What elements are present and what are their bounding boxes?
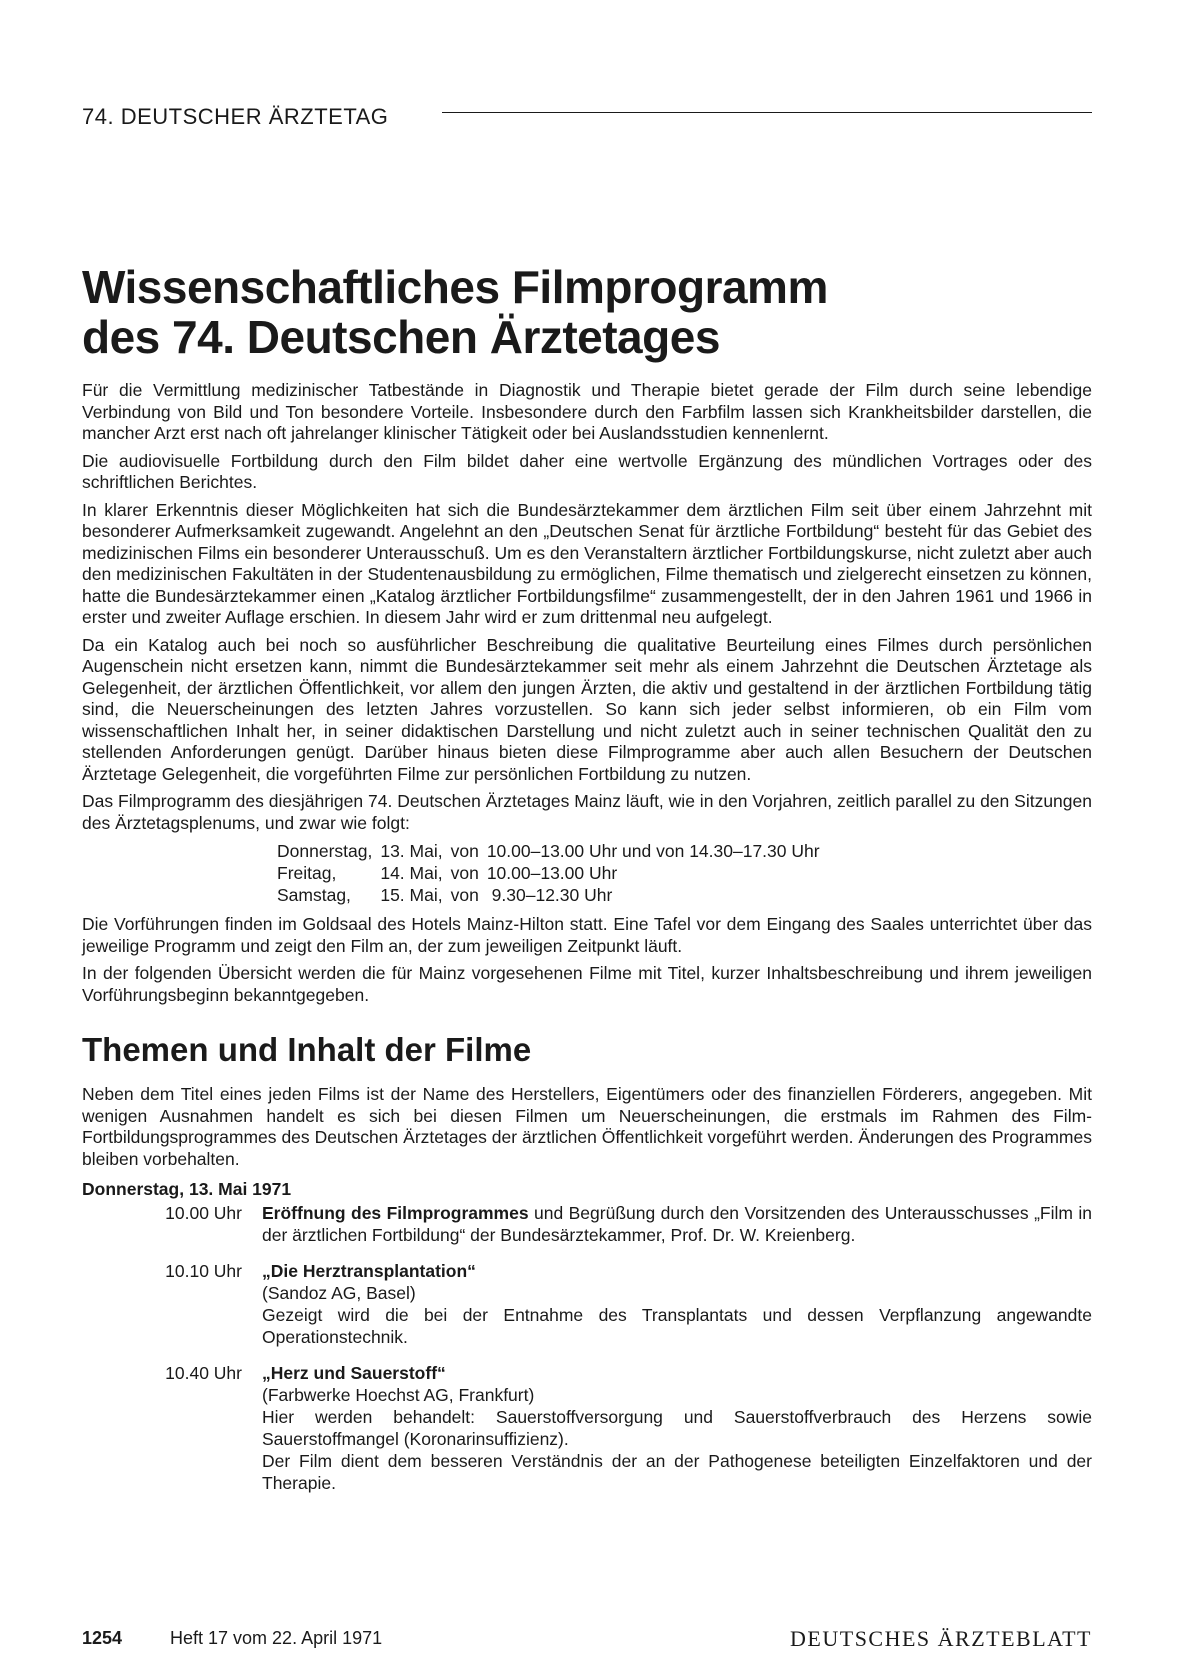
entry-title: „Die Herztransplantation“ [262,1261,476,1281]
schedule-from: von [450,863,479,883]
entry-description-2: Der Film dient dem besseren Verständnis der an der Pathogenese beteiligten Einzelfaktoren und der Therapie. [262,1451,1092,1493]
intro-paragraph-5: Das Filmprogramm des diesjährigen 74. Deutschen Ärztetages Mainz läuft, wie in den Vorjahren, zeitlich parallel zu den Sitzungen des Ärztetagsplenums, und zwar wie folgt: [82,791,1092,833]
header-rule [442,112,1092,113]
title-line-1: Wissenschaftliches Filmprogramm [82,261,828,313]
schedule-date: 14. Mai, [380,863,443,883]
entry-producer: (Farbwerke Hoechst AG, Frankfurt) [262,1385,535,1405]
intro-paragraph-1: Für die Vermittlung medizinischer Tatbestände in Diagnostik und Therapie bietet gerade der Film durch seine lebendige Verbindung von Bild und Ton besondere Vorteile. Insbesondere durch den Farbfilm lassen sich Krankheitsbilder darstellen, die mancher Arzt erst nach oft jahrelanger klinischer Tätigkeit oder bei Auslandsstudien kennenlernt. [82,380,1092,443]
issue-info: Heft 17 vom 22. April 1971 [170,1628,383,1648]
article-body [82,380,1092,1508]
entry-text [262,1202,1092,1246]
entry-producer: (Sandoz AG, Basel) [262,1283,416,1303]
section-heading: Themen und Inhalt der Filme [82,1031,532,1068]
intro-paragraph-3: In klarer Erkenntnis dieser Möglichkeiten hat sich die Bundesärztekammer dem ärztlichen Film seit über einem Jahrzehnt mit besonderer Aufmerksamkeit zugewandt. Angelehnt an den „Deutschen Senat für ärztliche Fortbildung“ besteht für das Gebiet des medizinischen Films ein besonderer Unterausschuß. Um es den Veranstaltern ärztlicher Fortbildungskurse, nicht zuletzt aber auch den medizinischen Fakultäten in der Studentenausbildung zu ermöglichen, Filme thematisch und zielgerecht einsetzen zu können, hatte die Bundesärztekammer einen „Katalog ärztlicher Fortbildungsfilme“ zusammengestellt, der in den Jahren 1961 und 1966 in erster und zweiter Auflage erschien. In diesem Jahr wird er zum drittenmal neu aufgelegt. [82,499,1092,627]
entry-body [262,1362,1092,1494]
entry-time: 10.40 Uhr [165,1363,242,1383]
schedule-date: 13. Mai, [380,841,443,861]
article-title [82,262,828,362]
entry-body [262,1260,1092,1348]
schedule-times: 9.30–12.30 Uhr [486,885,613,905]
screening-schedule [277,840,828,906]
program-entry [82,1202,1092,1246]
schedule-row [277,840,828,862]
schedule-day: Samstag, [277,885,351,905]
page-footer [82,1628,1092,1654]
intro-paragraph-7: In der folgenden Übersicht werden die für Mainz vorgesehenen Filme mit Titel, kurzer Inhaltsbeschreibung und ihrem jeweiligen Vorführungsbeginn bekanntgegeben. [82,963,1092,1005]
section-paragraph: Neben dem Titel eines jeden Films ist der Name des Herstellers, Eigentümers oder des finanziellen Förderers, angegeben. Mit wenigen Ausnahmen handelt es sich bei diesen Filmen um Neuerscheinungen, die erstmals im Rahmen des Film-Fortbildungsprogrammes des Deutschen Ärztetages der ärztlichen Öffentlichkeit vorgeführt werden. Änderungen des Programmes bleiben vorbehalten. [82,1084,1092,1169]
entry-time: 10.00 Uhr [165,1203,242,1223]
schedule-row [277,884,828,906]
entry-description: und Begrüßung durch den Vorsitzenden des Unterausschusses „Film in der ärztlichen Fortbildung“ der Bundesärztekammer, Prof. Dr. W. Kreienberg. [262,1203,1092,1245]
program-entry [82,1260,1092,1348]
schedule-times: 10.00–13.00 Uhr und von 14.30–17.30 Uhr [486,841,820,861]
schedule-row [277,862,828,884]
schedule-date: 15. Mai, [380,885,443,905]
entry-time: 10.10 Uhr [165,1261,242,1281]
entry-title: „Herz und Sauerstoff“ [262,1363,446,1383]
entry-title: Eröffnung des Filmprogrammes [262,1203,529,1223]
schedule-from: von [450,885,479,905]
entry-body [262,1202,1092,1246]
running-head [82,104,1092,134]
day-title: Donnerstag, 13. Mai 1971 [82,1179,292,1199]
journal-name: DEUTSCHES ÄRZTEBLATT [790,1626,1092,1651]
intro-paragraph-6: Die Vorführungen finden im Goldsaal des Hotels Mainz-Hilton statt. Eine Tafel vor dem Eingang des Saales unterrichtet über das jeweilige Programm und zeigt den Film an, der zum jeweiligen Zeitpunkt läuft. [82,914,1092,956]
intro-paragraph-2: Die audiovisuelle Fortbildung durch den Film bildet daher eine wertvolle Ergänzung des mündlichen Vortrages oder des schriftlichen Berichtes. [82,450,1092,492]
page-number: 1254 [82,1628,123,1648]
document-page [82,0,1092,1680]
intro-paragraph-4: Da ein Katalog auch bei noch so ausführlicher Beschreibung die qualitative Beurteilung eines Filmes durch persönlichen Augenschein nicht ersetzen kann, nimmt die Bundesärztekammer seit mehr als einem Jahrzehnt die Deutschen Ärztetage als Gelegenheit, der ärztlichen Öffentlichkeit, vor allem den jungen Ärzten, die aktiv und gestaltend in der ärztlichen Fortbildung tätig sind, die Neuerscheinungen des letzten Jahres vorzustellen. So kann sich jeder selbst informieren, ob ein Film vom wissenschaftlichen Inhalt her, in seiner didaktischen Darstellung und nicht zuletzt auch in seiner technischen Qualität den zu stellenden Anforderungen genügt. Darüber hinaus bieten diese Filmprogramme aber auch allen Besuchern der Deutschen Ärztetage Gelegenheit, die vorgeführten Filme zur persönlichen Fortbildung zu nutzen. [82,634,1092,784]
schedule-from: von [450,841,479,861]
schedule-day: Donnerstag, [277,841,373,861]
title-line-2: des 74. Deutschen Ärztetages [82,311,720,363]
schedule-day: Freitag, [277,863,337,883]
program-entry [82,1362,1092,1494]
schedule-times: 10.00–13.00 Uhr [486,863,618,883]
entry-description: Hier werden behandelt: Sauerstoffversorgung und Sauerstoffverbrauch des Herzens sowie Sauerstoffmangel (Koronarinsuffizienz). [262,1407,1092,1449]
entry-description: Gezeigt wird die bei der Entnahme des Transplantats und dessen Verpflanzung angewandte Operationstechnik. [262,1305,1092,1347]
running-head-label: 74. DEUTSCHER ÄRZTETAG [82,104,389,129]
